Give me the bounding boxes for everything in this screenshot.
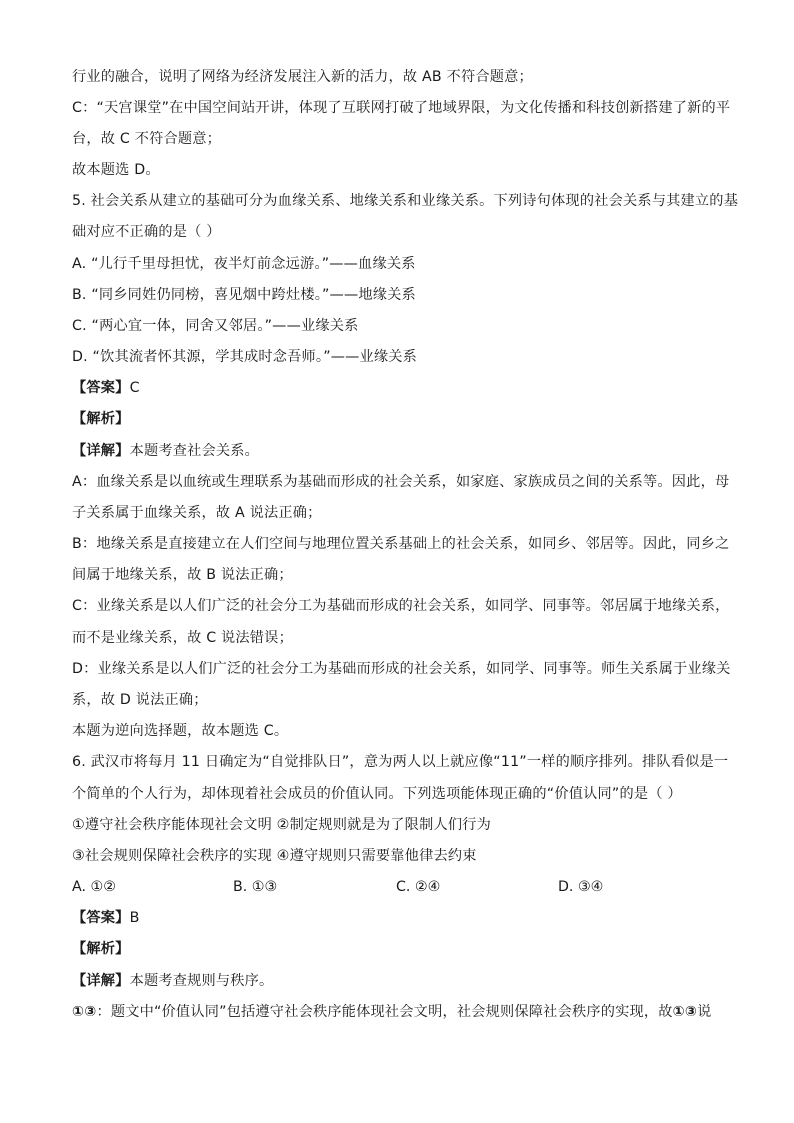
answer-tag: 【答案】 <box>72 910 130 926</box>
analysis-line <box>72 409 732 429</box>
option-d: D. “饮其流者怀其源，学其成时念吾师。”——业缘关系 <box>72 349 418 365</box>
analysis-line <box>72 939 732 959</box>
answer-value: C <box>129 380 140 396</box>
answer-value: B <box>129 910 140 926</box>
text-line: C：“天宫课堂”在中国空间站开讲，体现了互联网打破了地域界限，为文化传播和科技创新搭建了新的平 <box>72 100 731 116</box>
question-6-stem: 6. 武汉市将每月 11 日确定为“自觉排队日”，意为两人以上就应像“11”一样的顺序排列。排队看似是一 <box>72 754 729 770</box>
text-line: 间属于地缘关系，故 B 说法正确； <box>72 567 293 583</box>
analysis-tag: 【解析】 <box>72 941 130 957</box>
analysis-tag: 【解析】 <box>72 411 130 427</box>
detail-text: 本题考查社会关系。 <box>129 443 260 459</box>
choice-b: B. ①③ <box>233 879 278 895</box>
text-line: D：业缘关系是以人们广泛的社会分工为基础而形成的社会关系，如同学、同事等。师生关系属于业缘关 <box>72 661 731 677</box>
detail-line <box>72 441 732 461</box>
detail-text: 本题考查规则与秩序。 <box>129 973 274 989</box>
statement-ref: ①③ <box>672 1004 698 1020</box>
question-5-stem: 础对应不正确的是（ ） <box>72 224 221 240</box>
answer-line <box>72 908 732 928</box>
statement-ref: ①③ <box>72 1004 97 1020</box>
detail-line <box>72 971 732 991</box>
text-line: 本题为逆向选择题，故本题选 C。 <box>72 723 289 739</box>
question-6-stem: 个简单的个人行为，却体现着社会成员的价值认同。下列选项能体现正确的“价值认同”的是（ ） <box>72 786 682 802</box>
statement-line: ③社会规则保障社会秩序的实现 ④遵守规则只需要靠他律去约束 <box>72 848 477 864</box>
detail-tag: 【详解】 <box>72 973 130 989</box>
text-line: B：地缘关系是直接建立在人们空间与地理位置关系基础上的社会关系，如同乡、邻居等。因此，同乡之 <box>72 536 730 552</box>
text-line: 行业的融合，说明了网络为经济发展注入新的活力，故 AB 不符合题意； <box>72 69 533 85</box>
answer-tag: 【答案】 <box>72 380 130 396</box>
option-a: A. “儿行千里母担忧，夜半灯前念远游。”——血缘关系 <box>72 256 416 272</box>
text-line: 台，故 C 不符合题意； <box>72 131 222 147</box>
text-line <box>72 1002 732 1022</box>
detail-tag: 【详解】 <box>72 443 130 459</box>
choice-a: A. ①② <box>72 879 116 895</box>
option-c: C. “两心宜一体，同舍又邻居。”——业缘关系 <box>72 318 359 334</box>
text-segment: ：题文中“价值认同”包括遵守社会秩序能体现社会文明，社会规则保障社会秩序的实现，故 <box>96 1004 673 1020</box>
text-line: 故本题选 D。 <box>72 162 160 178</box>
text-line: A：血缘关系是以血统或生理联系为基础而形成的社会关系，如家庭、家族成员之间的关系等。因此，母 <box>72 474 730 490</box>
choice-d: D. ③④ <box>558 879 604 895</box>
text-line: C：业缘关系是以人们广泛的社会分工为基础而形成的社会关系，如同学、同事等。邻居属于地缘关系， <box>72 598 730 614</box>
text-line: 系，故 D 说法正确； <box>72 692 208 708</box>
text-segment: 说 <box>697 1004 712 1020</box>
text-line: 子关系属于血缘关系，故 A 说法正确； <box>72 505 322 521</box>
option-b: B. “同乡同姓仍同榜，喜见烟中跨灶楼。”——地缘关系 <box>72 287 416 303</box>
text-line: 而不是业缘关系，故 C 说法错误； <box>72 630 293 646</box>
answer-line <box>72 378 732 398</box>
choice-c: C. ②④ <box>396 879 441 895</box>
statement-line: ①遵守社会秩序能体现社会文明 ②制定规则就是为了限制人们行为 <box>72 817 492 833</box>
question-5-stem: 5. 社会关系从建立的基础可分为血缘关系、地缘关系和业缘关系。下列诗句体现的社会关系与其建立的基 <box>72 193 739 209</box>
